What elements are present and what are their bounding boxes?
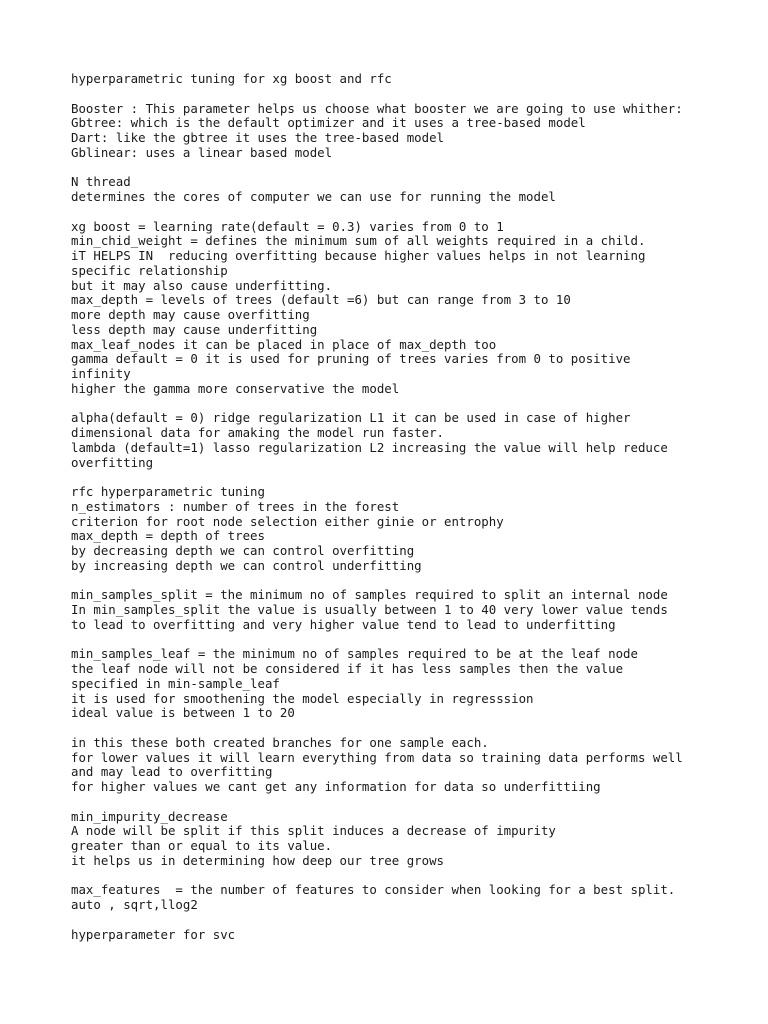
paragraph — [71, 411, 711, 470]
text-line: In min_samples_split the value is usually between 1 to 40 very lower value tends — [71, 602, 668, 617]
paragraph-gap — [71, 721, 711, 736]
paragraph-gap — [71, 869, 711, 884]
paragraph-gap — [71, 633, 711, 648]
text-line: the leaf node will not be considered if it has less samples then the value — [71, 661, 624, 676]
text-line: higher the gamma more conservative the model — [71, 380, 400, 396]
text-line: n_estimators : number of trees in the forest — [71, 498, 400, 514]
paragraph-gap — [71, 397, 711, 412]
paragraph-gap — [71, 161, 711, 176]
text-line: overfitting — [71, 454, 154, 470]
text-line: Gbtree: which is the default optimizer and it uses a tree-based model — [71, 115, 586, 131]
text-line: by decreasing depth we can control overfitting — [71, 543, 415, 558]
text-line: N thread — [71, 174, 131, 190]
text-line: max_depth = levels of trees (default =6) but can range from 3 to 10 — [71, 292, 571, 308]
document-body — [71, 72, 711, 942]
text-line: it is used for smoothening the model especially in regresssion — [71, 690, 534, 706]
text-line: and may lead to overfitting — [71, 764, 273, 780]
text-line: specified in min-sample_leaf — [71, 675, 280, 691]
text-line: for higher values we cant get any information for data so underfittiing — [71, 779, 601, 794]
text-line: iT HELPS IN reducing overfitting because higher values helps in not learning — [71, 248, 646, 263]
text-line: min_samples_split = the minimum no of samples required to split an internal node — [71, 587, 668, 603]
paragraph-gap — [71, 795, 711, 810]
paragraph-gap — [71, 87, 711, 102]
paragraph — [71, 883, 711, 913]
paragraph — [71, 928, 711, 943]
paragraph — [71, 72, 711, 87]
text-line: A node will be split if this split induces a decrease of impurity — [71, 823, 556, 839]
paragraph — [71, 647, 711, 721]
text-line: determines the cores of computer we can use for running the model — [71, 189, 556, 204]
paragraph — [71, 810, 711, 869]
text-line: gamma default = 0 it is used for pruning of trees varies from 0 to positive — [71, 351, 631, 367]
text-line: greater than or equal to its value. — [71, 838, 333, 853]
text-line: Gblinear: uses a linear based model — [71, 144, 333, 160]
text-line: more depth may cause overfitting — [71, 307, 310, 322]
text-line: ideal value is between 1 to 20 — [71, 705, 295, 721]
text-line: for lower values it will learn everything from data so training data performs well — [71, 749, 683, 765]
text-line: hyperparametric tuning for xg boost and rfc — [71, 71, 392, 86]
paragraph — [71, 736, 711, 795]
text-line: xg boost = learning rate(default = 0.3) varies from 0 to 1 — [71, 218, 504, 234]
text-line: hyperparameter for svc — [71, 926, 236, 942]
text-line: less depth may cause underfitting — [71, 321, 318, 337]
text-line: infinity — [71, 366, 131, 381]
paragraph — [71, 175, 711, 205]
paragraph — [71, 588, 711, 632]
text-line: rfc hyperparametric tuning — [71, 484, 265, 499]
paragraph-gap — [71, 470, 711, 485]
paragraph-gap — [71, 574, 711, 589]
text-line: lambda (default=1) lasso regularization L2 increasing the value will help reduce — [71, 439, 668, 455]
paragraph-gap — [71, 913, 711, 928]
text-line: min_impurity_decrease — [71, 808, 228, 824]
text-line: by increasing depth we can control underfitting — [71, 557, 422, 573]
text-line: alpha(default = 0) ridge regularization L1 it can be used in case of higher — [71, 410, 631, 426]
paragraph — [71, 485, 711, 574]
paragraph-gap — [71, 205, 711, 220]
text-line: specific relationship — [71, 262, 228, 278]
text-line: Booster : This parameter helps us choose what booster we are going to use whither: — [71, 100, 683, 116]
text-line: max_depth = depth of trees — [71, 528, 265, 544]
text-line: auto , sqrt,llog2 — [71, 897, 198, 912]
text-line: criterion for root node selection either ginie or entrophy — [71, 513, 504, 529]
paragraph — [71, 220, 711, 397]
text-line: max_features = the number of features to consider when looking for a best split. — [71, 882, 676, 898]
text-line: dimensional data for amaking the model run faster. — [71, 425, 444, 440]
text-line: min_samples_leaf = the minimum no of samples required to be at the leaf node — [71, 646, 638, 662]
text-line: min_chid_weight = defines the minimum sum of all weights required in a child. — [71, 233, 646, 249]
text-line: to lead to overfitting and very higher value tend to lead to underfitting — [71, 616, 616, 632]
text-line: it helps us in determining how deep our tree grows — [71, 852, 444, 868]
text-line: Dart: like the gbtree it uses the tree-based model — [71, 130, 444, 145]
text-line: in this these both created branches for one sample each. — [71, 734, 489, 750]
text-line: but it may also cause underfitting. — [71, 277, 333, 293]
paragraph — [71, 102, 711, 161]
text-line: max_leaf_nodes it can be placed in place of max_depth too — [71, 336, 497, 352]
